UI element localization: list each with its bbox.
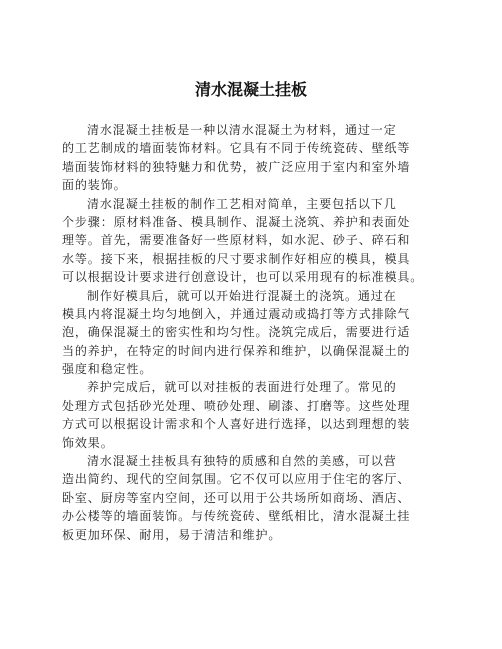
paragraph-line: 模具内将混凝土均匀地倒入，并通过震动或捣打等方式排除气 [62, 306, 411, 321]
paragraph-line: 水等。接下来，根据挂板的尺寸要求制作好相应的模具，模具 [62, 251, 411, 266]
paragraph-line: 墙面装饰材料的独特魅力和优势，被广泛应用于室内和室外墙 [62, 159, 411, 174]
document-body [62, 121, 440, 544]
paragraph-line: 处理方式包括砂光处理、喷砂处理、刷漆、打磨等。这些处理 [62, 398, 411, 413]
paragraph-line: 造出简约、现代的空间氛围。它不仅可以应用于住宅的客厅、 [62, 472, 411, 487]
paragraph [62, 452, 440, 544]
paragraph-line: 强度和稳定性。 [62, 362, 153, 377]
paragraph-line: 清水混凝土挂板是一种以清水混凝土为材料，通过一定 [87, 123, 397, 137]
paragraph-line: 清水混凝土挂板具有独特的质感和自然的美感，可以营 [87, 454, 397, 469]
paragraph-line: 办公楼等的墙面装饰。与传统瓷砖、壁纸相比，清水混凝土挂 [62, 509, 411, 524]
paragraph-line: 可以根据设计要求进行创意设计，也可以采用现有的标准模具。 [62, 270, 424, 285]
paragraph-line: 板更加环保、耐用，易于清洁和维护。 [62, 527, 282, 542]
paragraph-line: 理等。首先，需要准备好一些原材料，如水泥、砂子、碎石和 [62, 233, 411, 248]
paragraph-line: 清水混凝土挂板的制作工艺相对简单，主要包括以下几 [87, 196, 397, 211]
paragraph-line: 饰效果。 [62, 435, 114, 450]
paragraph-line: 的工艺制成的墙面装饰材料。它具有不同于传统瓷砖、壁纸等 [62, 141, 411, 156]
paragraph [62, 287, 440, 379]
paragraph-line: 养护完成后，就可以对挂板的表面进行处理了。常见的 [87, 380, 397, 395]
paragraph-line: 面的装饰。 [62, 178, 127, 193]
paragraph [62, 195, 440, 287]
paragraph-line: 当的养护，在特定的时间内进行保养和维护，以确保混凝土的 [62, 343, 411, 358]
paragraph-line: 个步骤：原材料准备、模具制作、混凝土浇筑、养护和表面处 [62, 214, 411, 229]
paragraph-line: 泡，确保混凝土的密实性和均匀性。浇筑完成后，需要进行适 [62, 325, 411, 340]
paragraph [62, 121, 440, 195]
document-title: 清水混凝土挂板 [194, 80, 307, 99]
paragraph-line: 制作好模具后，就可以开始进行混凝土的浇筑。通过在 [87, 288, 397, 303]
paragraph-line: 卧室、厨房等室内空间，还可以用于公共场所如商场、酒店、 [62, 490, 411, 505]
paragraph-line: 方式可以根据设计需求和个人喜好进行选择，以达到理想的装 [62, 417, 411, 432]
paragraph [62, 378, 440, 452]
